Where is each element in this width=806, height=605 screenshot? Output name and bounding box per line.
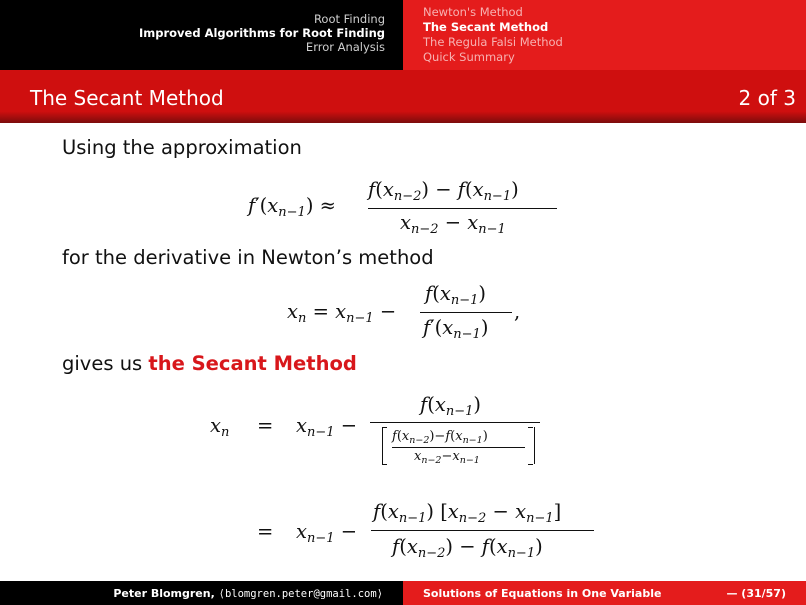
footer-author bbox=[0, 581, 403, 605]
frame-title-bar bbox=[0, 70, 806, 123]
author-email: ⟨blomgren.peter@gmail.com⟩ bbox=[218, 588, 383, 600]
section-link-improved-algorithms[interactable]: Improved Algorithms for Root Finding bbox=[138, 26, 385, 40]
section-navigation bbox=[0, 0, 403, 70]
subsection-link-newtons-method[interactable]: Newton's Method bbox=[423, 5, 523, 19]
newton-text: for the derivative in Newton’s method bbox=[62, 246, 434, 269]
subsection-navigation bbox=[403, 0, 806, 70]
presentation-title: Solutions of Equations in One Variable bbox=[423, 587, 662, 600]
section-link-root-finding[interactable]: Root Finding bbox=[313, 12, 385, 26]
footer-title-bar bbox=[403, 581, 806, 605]
section-link-error-analysis[interactable]: Error Analysis bbox=[305, 40, 385, 54]
intro-text: Using the approximation bbox=[62, 136, 302, 159]
frame-counter: 2 of 3 bbox=[738, 86, 796, 110]
page-number: — (31/57) bbox=[726, 587, 786, 600]
subsection-link-regula-falsi[interactable]: The Regula Falsi Method bbox=[423, 35, 563, 49]
subsection-link-secant-method[interactable]: The Secant Method bbox=[423, 20, 549, 34]
secant-intro-text bbox=[62, 352, 357, 375]
header-bar bbox=[0, 0, 806, 70]
frame-title: The Secant Method bbox=[30, 86, 224, 110]
author-name: Peter Blomgren, bbox=[113, 587, 215, 600]
subsection-link-quick-summary[interactable]: Quick Summary bbox=[423, 50, 515, 64]
secant-method-highlight: the Secant Method bbox=[148, 352, 357, 375]
secant-intro-prefix: gives us bbox=[62, 352, 149, 375]
